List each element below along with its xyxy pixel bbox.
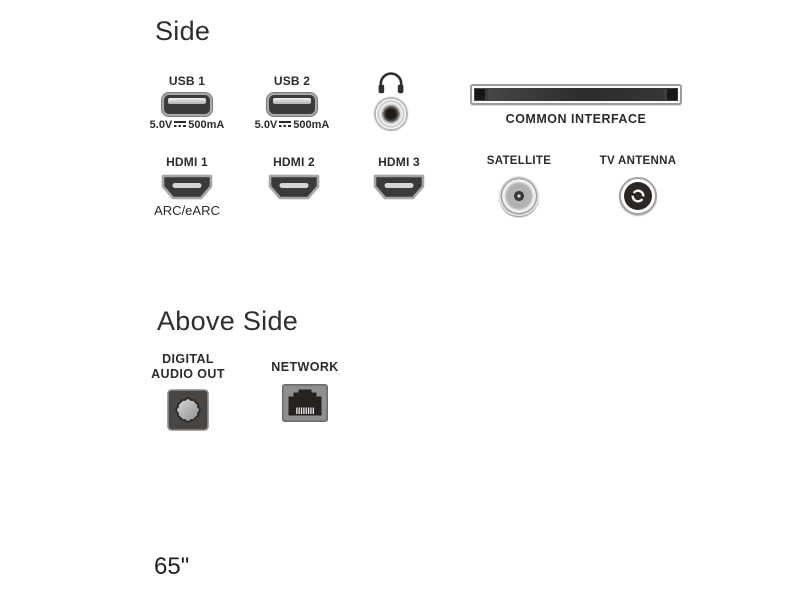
headphone-jack-icon <box>373 96 409 132</box>
usb2-voltage: 5.0V <box>254 119 278 131</box>
above-side-section-title: Above Side <box>157 306 299 336</box>
hdmi3-port-icon <box>372 174 426 200</box>
digital-audio-out-group <box>146 352 230 431</box>
hdmi3-label: HDMI 3 <box>378 155 420 169</box>
satellite-label: SATELLITE <box>486 155 552 167</box>
hdmi1-label: HDMI 1 <box>166 155 208 169</box>
usb1-label: USB 1 <box>168 74 206 88</box>
usb2-port-group <box>250 74 334 131</box>
usb-tongue <box>168 98 206 105</box>
usb2-current: 500mA <box>293 119 330 131</box>
antenna-ring-icon <box>629 187 647 205</box>
hdmi3-port-group <box>356 155 442 200</box>
hdmi2-port-group <box>251 155 337 200</box>
network-port-group <box>262 360 348 422</box>
satellite-port-group <box>477 155 561 216</box>
usb1-port-group <box>145 74 229 131</box>
usb2-power-spec <box>250 119 334 131</box>
usb-tongue <box>273 98 311 105</box>
optical-audio-port-icon <box>167 389 209 431</box>
hdmi2-label: HDMI 2 <box>273 155 315 169</box>
usb1-current: 500mA <box>188 119 225 131</box>
usb1-power-spec <box>145 119 229 131</box>
dc-symbol-icon <box>278 121 292 129</box>
digital-audio-out-label-line2: AUDIO OUT <box>151 367 225 381</box>
headphones-icon <box>377 72 405 94</box>
hdmi1-port-icon <box>160 174 214 200</box>
common-interface-slot-icon <box>470 84 682 105</box>
ci-slot-inner <box>474 88 678 101</box>
digital-audio-out-label-line1: DIGITAL <box>162 352 214 366</box>
headphones-port-group <box>361 72 421 132</box>
screen-size-label: 65" <box>154 553 190 580</box>
usb2-port-icon <box>267 93 317 116</box>
satellite-connector-icon <box>499 176 539 216</box>
antenna-inner-disc <box>624 182 652 210</box>
hdmi1-arc-label: ARC/eARC <box>154 203 220 218</box>
tv-antenna-label: TV ANTENNA <box>599 155 677 167</box>
usb1-port-icon <box>162 93 212 116</box>
side-section-title: Side <box>155 16 211 46</box>
ethernet-port-icon <box>282 384 328 422</box>
common-interface-label: COMMON INTERFACE <box>505 112 647 126</box>
tv-antenna-connector-icon <box>619 177 657 215</box>
network-label: NETWORK <box>271 360 339 374</box>
usb2-label: USB 2 <box>273 74 311 88</box>
hdmi1-port-group <box>144 155 230 218</box>
hdmi2-port-icon <box>267 174 321 200</box>
common-interface-group <box>470 84 682 126</box>
tv-antenna-port-group <box>591 155 685 215</box>
dc-symbol-icon <box>173 121 187 129</box>
usb1-voltage: 5.0V <box>149 119 173 131</box>
